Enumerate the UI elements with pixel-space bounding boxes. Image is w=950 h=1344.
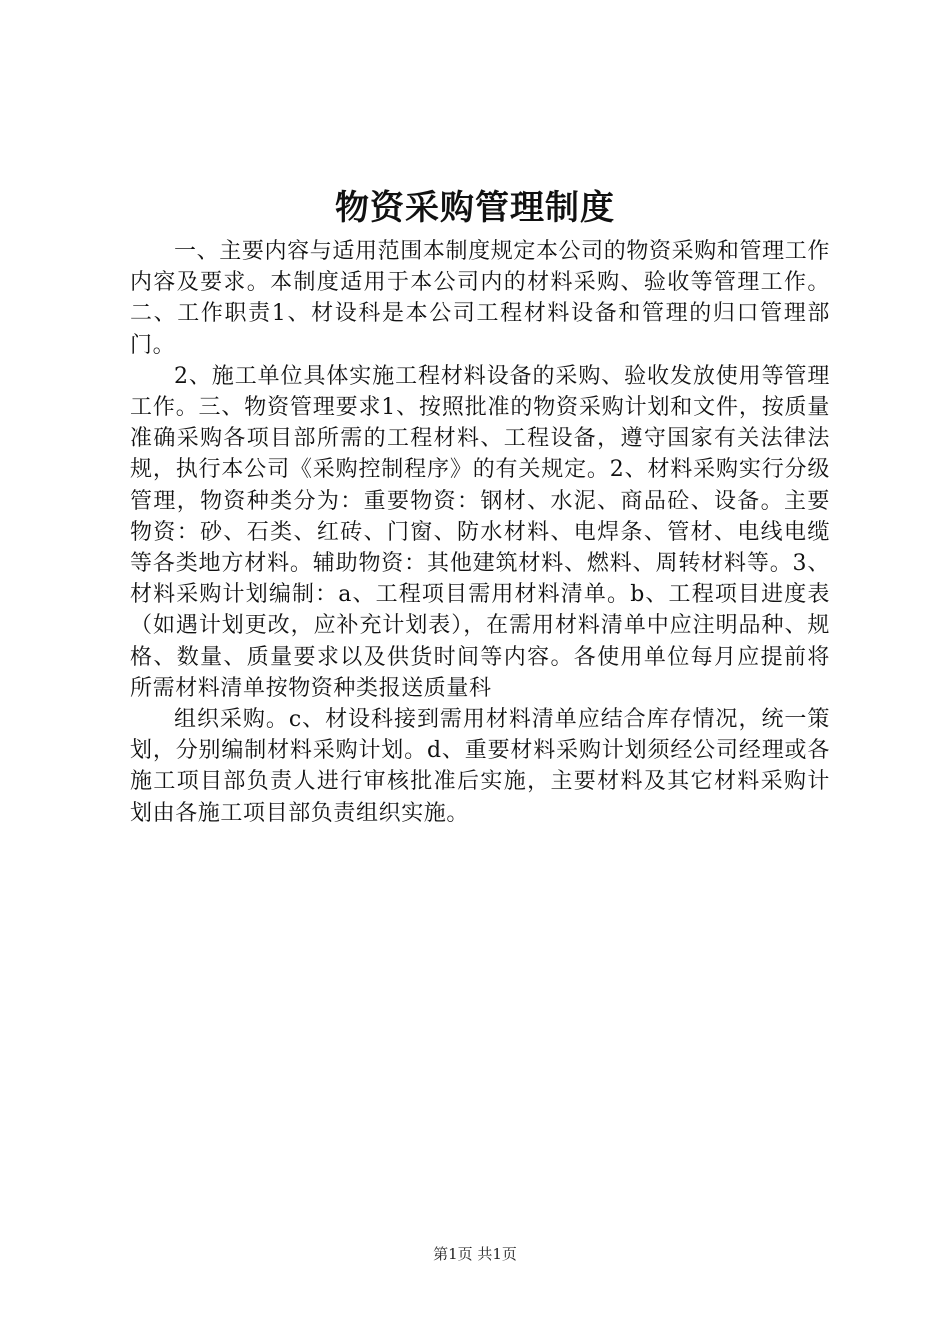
document-title: 物资采购管理制度	[335, 188, 615, 228]
body-paragraph: 组织采购。c、材设科接到需用材料清单应结合库存情况，统一策划，分别编制材料采购计划。d、重要材料采购计划须经公司经理或各施工项目部负责人进行审核批准后实施，主要材料及其它材料采购计划由各施工项目部负责组织实施。	[130, 707, 830, 826]
body-paragraph: 2、施工单位具体实施工程材料设备的采购、验收发放使用等管理工作。三、物资管理要求1、按照批准的物资采购计划和文件，按质量准确采购各项目部所需的工程材料、工程设备，遵守国家有关法律法规，执行本公司《采购控制程序》的有关规定。2、材料采购实行分级管理，物资种类分为：重要物资：钢材、水泥、商品砼、设备。主要物资：砂、石类、红砖、门窗、防水材料、电焊条、管材、电线电缆等各类地方材料。辅助物资：其他建筑材料、燃料、周转材料等。3、材料采购计划编制：a、工程项目需用材料清单。b、工程项目进度表（如遇计划更改，应补充计划表），在需用材料清单中应注明品种、规格、数量、质量要求以及供货时间等内容。各使用单位每月应提前将所需材料清单按物资种类报送质量科	[130, 363, 830, 701]
page-number-footer: 第1页 共1页	[433, 1245, 517, 1263]
body-paragraph: 一、主要内容与适用范围本制度规定本公司的物资采购和管理工作内容及要求。本制度适用于本公司内的材料采购、验收等管理工作。二、工作职责1、材设科是本公司工程材料设备和管理的归口管理部门。	[130, 239, 830, 358]
document-body	[130, 236, 830, 829]
